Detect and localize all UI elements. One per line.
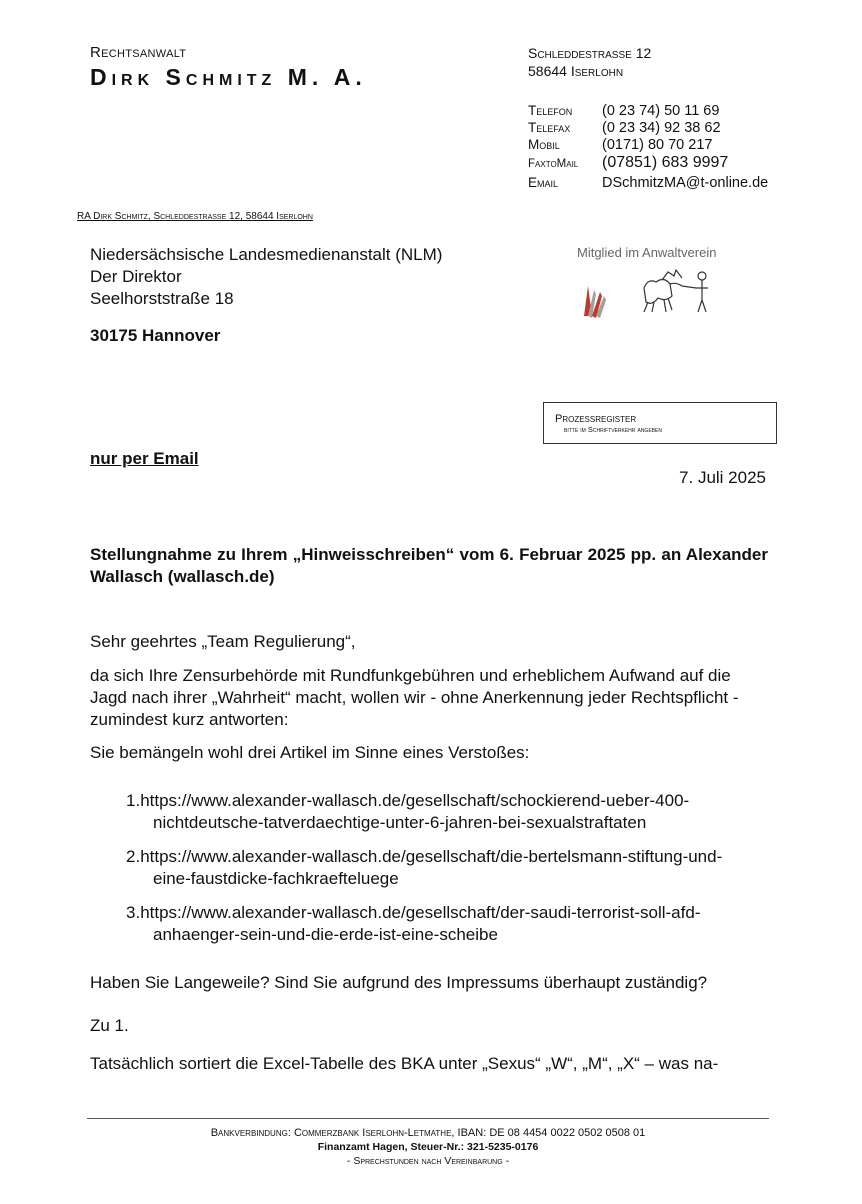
contact-label: Mobil xyxy=(528,137,560,152)
anwaltverein-logo xyxy=(578,266,718,327)
list-item xyxy=(126,902,766,946)
article-link-continued[interactable]: anhaenger-sein-und-die-erde-ist-eine-scheibe xyxy=(153,925,498,944)
membership-note: Mitglied im Anwaltverein xyxy=(577,245,717,260)
recipient-line: Der Direktor xyxy=(90,267,182,286)
address-city: 58644 Iserlohn xyxy=(528,63,624,79)
list-number: 1. xyxy=(126,791,141,810)
process-register-box xyxy=(543,402,777,444)
contact-label: Email xyxy=(528,175,559,190)
recipient-city: 30175 Hannover xyxy=(90,326,221,345)
contact-phone xyxy=(528,103,768,120)
list-number: 3. xyxy=(126,903,141,922)
salutation: Sehr geehrtes „Team Regulierung“, xyxy=(90,632,356,651)
contact-value: DSchmitzMA@t-online.de xyxy=(602,175,769,191)
heraldic-figures-icon xyxy=(644,270,708,312)
contact-value: (07851) 683 9997 xyxy=(602,154,729,171)
contact-block xyxy=(528,103,768,196)
contact-value: (0 23 74) 50 11 69 xyxy=(602,103,720,119)
swoosh-icon xyxy=(584,286,606,318)
contact-email xyxy=(528,175,768,196)
register-note: bitte im Schriftverkehr angeben xyxy=(564,425,662,434)
contact-label: Telefax xyxy=(528,120,571,135)
office-hours: - Sprechstunden nach Vereinbarung - xyxy=(346,1155,510,1167)
recipient-address xyxy=(90,244,442,310)
address-street: Schleddestrasse 12 xyxy=(528,45,652,61)
recipient-line: Seelhorststraße 18 xyxy=(90,289,234,308)
bank-details: Bankverbindung: Commerzbank Iserlohn-Letmathe, IBAN: DE 08 4454 0022 0502 0508 01 xyxy=(210,1127,646,1139)
article-link[interactable]: https://www.alexander-wallasch.de/gesellschaft/die-bertelsmann-stiftung-und- xyxy=(140,847,723,866)
contact-fax xyxy=(528,120,768,137)
section-heading: Zu 1. xyxy=(90,1016,129,1035)
article-link[interactable]: https://www.alexander-wallasch.de/gesellschaft/der-saudi-terrorist-soll-afd- xyxy=(140,903,701,922)
office-address xyxy=(528,44,651,80)
tax-details: Finanzamt Hagen, Steuer-Nr.: 321-5235-0176 xyxy=(317,1141,539,1153)
contact-label: FaxtoMail xyxy=(528,158,579,170)
sender-return-line: RA Dirk Schmitz, Schleddestrasse 12, 58644 Iserlohn xyxy=(77,211,313,222)
paragraph-intro: da sich Ihre Zensurbehörde mit Rundfunkgebühren und erheblichem Aufwand auf die Jagd nach ihrer „Wahrheit“ macht, wollen wir - ohne Anerkennung jeder Rechtspflicht - zumindest kurz antworten: xyxy=(90,666,739,729)
register-title: Prozeßregister xyxy=(555,413,637,425)
contact-mobile xyxy=(528,137,768,154)
contact-value: (0 23 34) 92 38 62 xyxy=(602,120,721,136)
contact-label: Telefon xyxy=(528,103,573,118)
delivery-note: nur per Email xyxy=(90,449,199,468)
list-item xyxy=(126,790,766,834)
letter-footer xyxy=(87,1126,769,1168)
lawyer-name: Dirk Schmitz M. A. xyxy=(90,64,367,90)
letter-subject: Stellungnahme zu Ihrem „Hinweisschreiben“ vom 6. Februar 2025 pp. an Alexander Wallasch (wallasch.de) xyxy=(90,545,768,586)
article-link-continued[interactable]: nichtdeutsche-tatverdaechtige-unter-6-jahren-bei-sexualstraftaten xyxy=(153,813,647,832)
article-link[interactable]: https://www.alexander-wallasch.de/gesellschaft/schockierend-ueber-400- xyxy=(140,791,690,810)
paragraph-bka: Tatsächlich sortiert die Excel-Tabelle des BKA unter „Sexus“ „W“, „M“, „X“ – was na- xyxy=(90,1054,719,1073)
paragraph-question: Haben Sie Langeweile? Sind Sie aufgrund des Impressums überhaupt zuständig? xyxy=(90,973,708,992)
recipient-line: Niedersächsische Landesmedienanstalt (NLM) xyxy=(90,245,443,264)
letter-date: 7. Juli 2025 xyxy=(679,468,766,487)
footer-divider xyxy=(87,1118,769,1119)
list-number: 2. xyxy=(126,847,141,866)
lawyer-title: Rechtsanwalt xyxy=(90,44,187,61)
paragraph-articles: Sie bemängeln wohl drei Artikel im Sinne eines Verstoßes: xyxy=(90,743,530,762)
contact-value: (0171) 80 70 217 xyxy=(602,137,713,153)
contact-faxtomail xyxy=(528,154,768,175)
article-link-continued[interactable]: eine-faustdicke-fachkraefteluege xyxy=(153,869,399,888)
list-item xyxy=(126,846,766,890)
